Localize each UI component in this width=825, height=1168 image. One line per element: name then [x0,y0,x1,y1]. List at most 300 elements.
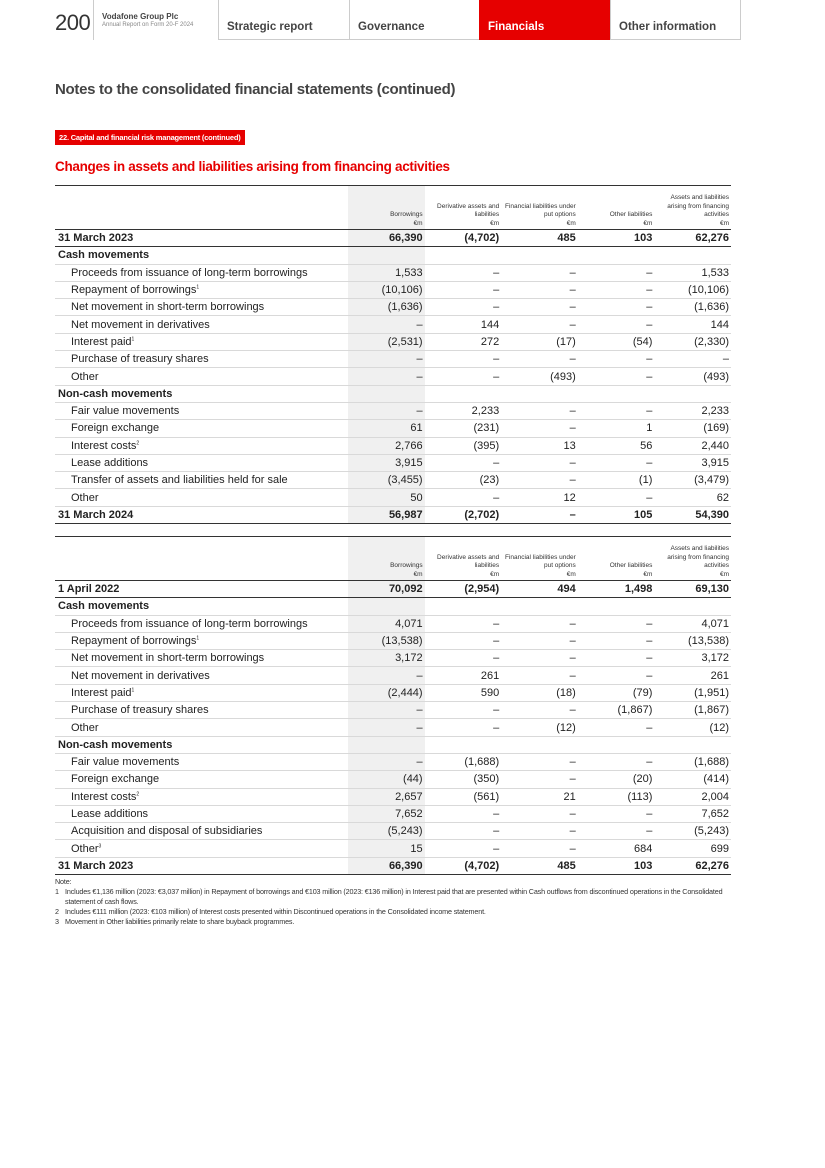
row-label [55,299,348,316]
table-cell: (20) [578,771,655,788]
table-cell: 1 [578,420,655,437]
table-cell: (5,243) [348,823,425,840]
table-cell: – [501,650,578,667]
row-label-text: Acquisition and disposal of subsidiaries [71,825,263,838]
tab-other-information[interactable]: Other information [610,0,741,40]
table-row [55,420,731,437]
footnote-item [55,917,745,927]
row-label-text: 31 March 2024 [58,508,134,521]
table-row [55,402,731,419]
table-cell: (10,106) [348,281,425,298]
table-cell: (395) [425,437,502,454]
table-cell: – [501,351,578,368]
table-cell: (561) [425,788,502,805]
table-cell: (13,538) [654,632,731,649]
table-row [55,840,731,857]
table-cell: 56,987 [348,506,425,523]
column-header-label: Derivative assets and liabilities [437,553,500,570]
table-cell: – [501,454,578,471]
row-label [55,333,348,350]
table-cell: – [654,351,731,368]
table-cell: (4,702) [425,230,502,247]
table-row [55,805,731,822]
table-cell: 2,233 [654,402,731,419]
table-cell: 1,533 [654,264,731,281]
table-cell: – [578,454,655,471]
financing-table-2023 [55,536,731,875]
table-row [55,299,731,316]
row-label [55,650,348,667]
table-cell: (17) [501,333,578,350]
section-row [55,598,731,615]
page-header [55,0,741,40]
section-row [55,385,731,402]
row-label-text: Fair value movements [71,756,180,769]
table-cell: – [348,368,425,385]
table-cell: – [425,840,502,857]
table-row [55,281,731,298]
table-cell: (1,636) [348,299,425,316]
section-title: Changes in assets and liabilities arising from financing activities [55,159,450,174]
table-cell: 62,276 [654,857,731,874]
table-row [55,615,731,632]
table-cell: 2,766 [348,437,425,454]
row-label [55,316,348,333]
table-cell: – [578,667,655,684]
company-block [93,0,218,40]
row-label [55,753,348,770]
table-cell: – [425,351,502,368]
row-label [55,247,348,264]
table-cell: (169) [654,420,731,437]
row-label [55,736,348,753]
table-cell: 590 [425,684,502,701]
row-label [55,840,348,857]
table-cell: 62,276 [654,230,731,247]
table-cell: – [501,771,578,788]
table-cell [654,736,731,753]
row-label [55,719,348,736]
table-cell: – [578,632,655,649]
table-row [55,489,731,506]
row-label [55,702,348,719]
column-header-unit: €m [719,570,729,578]
row-label-text: Cash movements [58,249,150,262]
table-cell: 485 [501,857,578,874]
row-label-text: Non-cash movements [58,387,173,400]
column-header-row [55,186,731,230]
column-header-label: Borrowings [390,211,423,219]
table-cell: – [425,719,502,736]
column-header-unit: €m [566,570,576,578]
footnote-text: Includes €1,136 million (2023: €3,037 million) in Repayment of borrowings and €103 million (2023: €136 million) in Interest paid that are presented within Cash outflows from discontinued operations in the Consolidated statement of cash flows. [65,886,723,906]
row-label-text: Net movement in derivatives [71,318,210,331]
table-cell: (1,688) [425,753,502,770]
row-label [55,771,348,788]
row-label-text: Interest paid [71,335,132,348]
footnotes-heading: Note: [55,877,72,886]
report-name: Annual Report on Form 20-F 2024 [102,22,194,28]
table-cell [654,247,731,264]
tab-financials[interactable]: Financials [479,0,610,40]
table-cell: 54,390 [654,506,731,523]
table-cell: 3,915 [654,454,731,471]
column-header-label: Borrowings [390,562,423,570]
table-cell [578,385,655,402]
table-cell: – [578,351,655,368]
row-label [55,402,348,419]
table-cell: – [501,823,578,840]
column-header-label: Assets and liabilities arising from financing activities [667,194,729,219]
table-row [55,368,731,385]
row-label-text: Transfer of assets and liabilities held for sale [71,474,288,487]
table-cell: (2,702) [425,506,502,523]
table-cell: – [578,805,655,822]
column-header-label: Derivative assets and liabilities [437,202,500,219]
row-label-text: Interest paid [71,686,132,699]
table-cell: 4,071 [654,615,731,632]
row-label-text: 31 March 2023 [58,859,134,872]
table-cell: 66,390 [348,230,425,247]
table-cell: 485 [501,230,578,247]
row-label-text: Fair value movements [71,405,180,418]
table-cell: (10,106) [654,281,731,298]
table-cell [578,247,655,264]
table-cell: – [425,264,502,281]
table-cell: 13 [501,437,578,454]
table-cell: (2,531) [348,333,425,350]
table-row [55,719,731,736]
table-cell: 2,233 [425,402,502,419]
table-cell: 69,130 [654,581,731,598]
table-cell: 4,071 [348,615,425,632]
table-cell: – [501,420,578,437]
table-cell: 7,652 [348,805,425,822]
table-2023 [55,536,731,875]
table-cell: – [348,719,425,736]
row-label-text: Net movement in short-term borrowings [71,301,265,314]
footnote-number: 1 [55,886,59,896]
table-cell [348,247,425,264]
financing-table-2024 [55,185,731,524]
column-header-unit: €m [566,219,576,227]
row-label-text: 31 March 2023 [58,232,134,245]
table-cell [425,736,502,753]
table-row [55,333,731,350]
table-row [55,437,731,454]
row-label-text: Net movement in short-term borrowings [71,652,265,665]
table-cell: – [425,650,502,667]
table-row [55,650,731,667]
table-row [55,632,731,649]
footnote-ref: 1 [196,635,200,642]
table-cell: – [425,299,502,316]
row-label-text: Lease additions [71,808,149,820]
table-cell: – [501,702,578,719]
table-cell: 103 [578,857,655,874]
table-cell: – [425,615,502,632]
row-label [55,788,348,805]
row-label [55,632,348,649]
table-cell: – [501,615,578,632]
table-cell: 272 [425,333,502,350]
table-cell: (3,479) [654,472,731,489]
table-cell [578,598,655,615]
table-cell [501,598,578,615]
table-cell: – [425,805,502,822]
table-cell: 2,657 [348,788,425,805]
row-label [55,281,348,298]
table-cell: (231) [425,420,502,437]
row-label [55,667,348,684]
table-cell: – [501,805,578,822]
row-label-text: Repayment of borrowings [71,635,197,648]
table-row [55,316,731,333]
table-row [55,351,731,368]
table-cell: 699 [654,840,731,857]
tab-governance[interactable]: Governance [349,0,479,40]
table-cell: (1) [578,472,655,489]
table-cell: – [501,472,578,489]
table-cell [501,736,578,753]
table-cell: – [578,368,655,385]
row-label [55,581,348,598]
table-cell: – [578,281,655,298]
table-cell [425,385,502,402]
table-cell [425,598,502,615]
row-label [55,857,348,874]
table-cell: (1,867) [654,702,731,719]
table-cell: – [425,281,502,298]
table-cell: (13,538) [348,632,425,649]
row-label-text: Cash movements [58,600,150,613]
table-cell [501,385,578,402]
table-cell: 3,172 [654,650,731,667]
footnotes [55,877,745,927]
table-cell: (79) [578,684,655,701]
table-cell: 105 [578,506,655,523]
column-header [578,186,655,230]
table-cell: 144 [425,316,502,333]
column-header [578,537,655,581]
row-label [55,420,348,437]
row-label-text: Foreign exchange [71,422,160,435]
table-cell: 50 [348,489,425,506]
table-cell: – [578,264,655,281]
table-cell: – [578,489,655,506]
table-cell: (12) [501,719,578,736]
footnote-item [55,887,745,907]
row-label [55,823,348,840]
column-header [348,186,425,230]
row-label [55,264,348,281]
row-label-text: Lease additions [71,457,149,469]
table-cell: – [425,632,502,649]
table-cell: 66,390 [348,857,425,874]
table-cell: (1,636) [654,299,731,316]
table-cell: 61 [348,420,425,437]
total-row [55,506,731,523]
table-cell: 21 [501,788,578,805]
table-cell: 12 [501,489,578,506]
table-cell: 1,533 [348,264,425,281]
tab-strategic-report[interactable]: Strategic report [218,0,349,40]
table-cell: (3,455) [348,472,425,489]
table-row [55,264,731,281]
table-cell: (2,954) [425,581,502,598]
table-cell: (113) [578,788,655,805]
total-row [55,857,731,874]
column-header-unit: €m [413,570,423,578]
table-cell: 2,004 [654,788,731,805]
page-title: Notes to the consolidated financial statements (continued) [55,81,456,98]
column-header-unit: €m [643,219,653,227]
table-cell: – [578,753,655,770]
footnote-ref: 1 [196,284,200,291]
row-label [55,351,348,368]
table-cell: (1,688) [654,753,731,770]
table-cell: 62 [654,489,731,506]
table-cell: – [501,506,578,523]
row-label-text: Proceeds from issuance of long-term borrowings [71,617,308,630]
table-cell: (350) [425,771,502,788]
table-cell: – [501,316,578,333]
row-label [55,615,348,632]
table-cell: – [501,402,578,419]
row-label-text: Other [71,491,99,504]
table-cell: (5,243) [654,823,731,840]
table-cell: – [425,368,502,385]
table-cell: – [578,650,655,667]
table-cell: – [425,489,502,506]
table-cell: 684 [578,840,655,857]
table-cell [348,598,425,615]
row-label-text: Purchase of treasury shares [71,353,209,366]
row-label [55,489,348,506]
row-label [55,454,348,471]
footnote-number: 2 [55,906,59,916]
table-cell: (1,867) [578,702,655,719]
table-cell: (2,330) [654,333,731,350]
row-label [55,506,348,523]
table-cell: – [578,299,655,316]
row-label-text: Foreign exchange [71,773,160,786]
row-label-text: Interest costs [71,790,137,803]
table-cell: 56 [578,437,655,454]
table-cell: 261 [425,667,502,684]
table-cell: – [501,264,578,281]
table-row [55,771,731,788]
column-header [348,537,425,581]
table-cell: (1,951) [654,684,731,701]
table-cell: 261 [654,667,731,684]
row-label [55,385,348,402]
table-cell [654,385,731,402]
header-blank [55,186,348,230]
column-header-label: Other liabilities [609,562,653,570]
row-label-text: Repayment of borrowings [71,284,197,297]
table-row [55,702,731,719]
table-cell: 3,915 [348,454,425,471]
footnote-text: Movement in Other liabilities primarily relate to share buyback programmes. [65,916,295,926]
column-header-label: Financial liabilities under put options [504,553,576,570]
table-cell: (12) [654,719,731,736]
table-cell: 2,440 [654,437,731,454]
footnote-ref: 2 [136,440,140,447]
footnote-ref: 3 [98,842,102,849]
row-label-text: Net movement in derivatives [71,669,210,682]
column-header-unit: €m [643,570,653,578]
table-cell: (493) [501,368,578,385]
table-cell: – [501,281,578,298]
table-cell: 3,172 [348,650,425,667]
table-cell [348,736,425,753]
table-cell: – [348,402,425,419]
table-cell: (414) [654,771,731,788]
row-label-text: Interest costs [71,439,137,452]
table-cell [425,247,502,264]
table-cell: 15 [348,840,425,857]
column-header [654,537,731,581]
column-header [501,537,578,581]
table-cell: – [501,840,578,857]
table-cell: – [501,753,578,770]
table-cell: – [578,615,655,632]
table-cell: 494 [501,581,578,598]
section-row [55,247,731,264]
page-number: 200 [55,10,91,35]
column-header-label: Assets and liabilities arising from financing activities [667,545,729,570]
row-label-text: 1 April 2022 [58,583,120,596]
table-cell: – [501,667,578,684]
row-label-text: Proceeds from issuance of long-term borrowings [71,266,308,279]
table-row [55,753,731,770]
table-cell [348,385,425,402]
table-cell: – [348,702,425,719]
row-label [55,472,348,489]
column-header-row [55,537,731,581]
table-cell: 7,652 [654,805,731,822]
footnote-ref: 1 [131,687,135,694]
total-row [55,230,731,247]
table-cell: – [425,702,502,719]
table-row [55,454,731,471]
row-label [55,598,348,615]
row-label [55,368,348,385]
table-cell: – [501,632,578,649]
table-cell: – [578,316,655,333]
footnote-number: 3 [55,916,59,926]
column-header-unit: €m [490,219,500,227]
header-blank [55,537,348,581]
table-row [55,667,731,684]
row-label-text: Other [71,721,99,734]
row-label-text: Other [71,842,99,855]
column-header [654,186,731,230]
table-cell: 1,498 [578,581,655,598]
table-cell: (2,444) [348,684,425,701]
table-cell [501,247,578,264]
row-label-text: Purchase of treasury shares [71,704,209,717]
footnote-ref: 2 [136,791,140,798]
table-cell: – [578,823,655,840]
table-cell: (4,702) [425,857,502,874]
column-header [501,186,578,230]
row-label [55,230,348,247]
table-cell: (44) [348,771,425,788]
table-cell: – [425,454,502,471]
table-cell: 103 [578,230,655,247]
